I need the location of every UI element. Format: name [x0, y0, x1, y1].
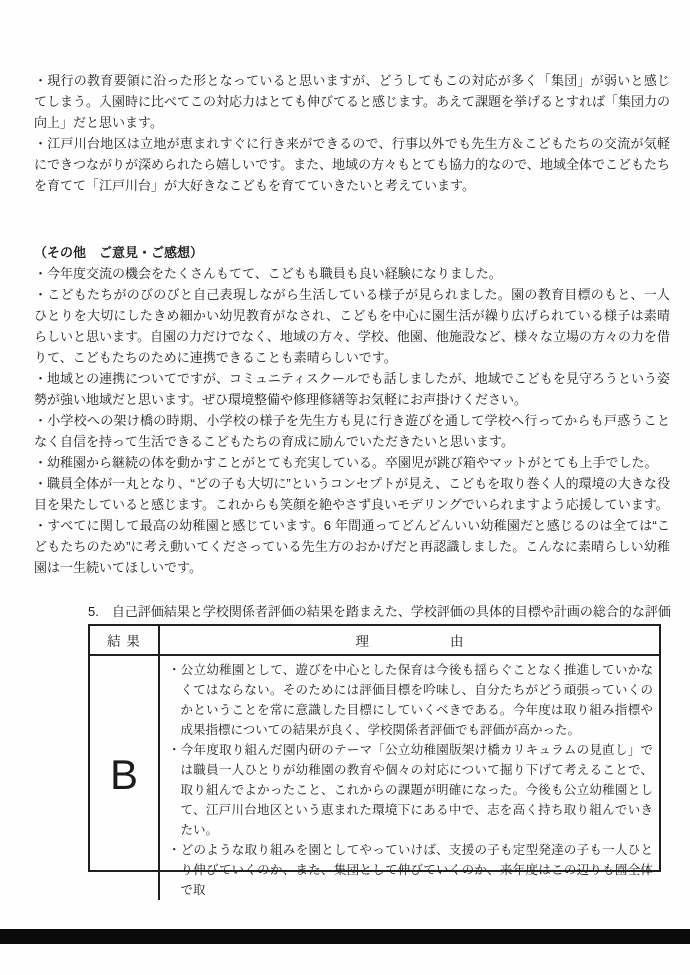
comment-paragraph: ・現行の教育要領に沿った形となっていると思いますが、どうしてもこの対応が多く「集団」が弱いと感じてしまう。入園時に比べてこの対応力はとても伸びてると感じます。あえて課題を挙げるとすれば「集団力の向上」だと思います。 — [34, 73, 670, 130]
reason-paragraph: ・公立幼稚園として、遊びを中心とした保育は今後も揺らぐことなく推進していかなくてはならない。そのためには評価目標を吟味し、自分たちがどう頑張っていくのかということを常に意識した目標にしていくべきである。今年度は取り組み指標や成果指標についての結果が良く、学校関係者評価でも評価が高かった。 — [168, 663, 653, 737]
feedback-paragraph: ・職員全体が一丸となり、“どの子も大切に”というコンセプトが見え、こどもを取り巻く人的環境の大きな役目を果たしていると感じます。これからも笑顔を絶やさず良いモデリングでいられますよう応援しています。 — [34, 476, 670, 512]
top-comments-section — [34, 70, 670, 196]
feedback-paragraph: ・今年度交流の機会をたくさんもてて、こどもも職員も良い経験になりました。 — [34, 266, 502, 281]
other-feedback-section — [34, 242, 670, 578]
feedback-paragraph: ・地域との連携についてですが、コミュニティスクールでも話しましたが、地域でこどもを見守ろうという姿勢が強い地域だと思います。ぜひ環境整備や修理修繕等お気軽にお声掛けください。 — [34, 371, 670, 407]
reason-paragraph: ・今年度取り組んだ園内研のテーマ「公立幼稚園版架け橋カリキュラムの見直し」では職員一人ひとりが幼稚園の教育や個々の対応について掘り下げて考えることで、取り組んでよかったこと、これからの課題が明確になった。今後も公立幼稚園として、江戸川台地区という恵まれた環境下にある中で、志を高く持ち取り組んでいきたい。 — [168, 743, 653, 837]
result-column-header: 結 果 — [107, 634, 141, 649]
other-feedback-heading: （その他 ご意見・ご感想） — [34, 245, 204, 260]
section5-heading: 5. 自己評価結果と学校関係者評価の結果を踏まえた、学校評価の具体的目標や計画の総合的な評価 — [88, 604, 671, 619]
feedback-paragraph: ・幼稚園から継続の体を動かすことがとても充実している。卒園児が跳び箱やマットがとても上手でした。 — [34, 455, 658, 470]
scan-artifact-bar — [0, 929, 690, 944]
feedback-paragraph: ・小学校への架け橋の時期、小学校の様子を先生方も見に行き遊びを通して学校へ行ってからも戸惑うことなく自信を持って生活できるこどもたちの育成に励んでいただきたいと思います。 — [34, 413, 670, 449]
evaluation-table — [88, 624, 661, 897]
feedback-paragraph: ・こどもたちがのびのびと自己表現しながら生活している様子が見られました。園の教育目標のもと、一人ひとりを大切にしたきめ細かい幼児教育がなされ、こどもを中心に園生活が繰り広げられている様子は素晴らしいと思います。自園の力だけでなく、地域の方々、学校、他園、他施設など、様々な立場の方々の力を借りて、こどもたちのために連携できることも素晴らしいです。 — [34, 287, 670, 365]
feedback-paragraph: ・すべてに関して最高の幼稚園と感じています。6 年間通ってどんどんいい幼稚園だと感じるのは全ては“こどもたちのため”に考え動いてくださっている先生方のおかげだと再認識しました。こんなに素晴らしい幼稚園は一生続いてほしいです。 — [34, 518, 670, 575]
reason-paragraph: ・どのような取り組みを園としてやっていけば、支援の子も定型発達の子も一人ひとり伸びていくのか、また、集団として伸びていくのか、来年度はこの辺りも園全体で取 — [168, 843, 653, 897]
result-grade: B — [90, 654, 158, 900]
reason-cell — [158, 654, 659, 900]
comment-paragraph: ・江戸川台地区は立地が恵まれすぐに行き来ができるので、行事以外でも先生方＆こどもたちの交流が気軽にできつながりが深められたら嬉しいです。また、地域の方々もとても協力的なので、地域全体でこどもたちを育てて「江戸川台」が大好きなこどもを育てていきたいと考えています。 — [34, 136, 670, 193]
reason-column-header: 理 由 — [158, 626, 659, 654]
